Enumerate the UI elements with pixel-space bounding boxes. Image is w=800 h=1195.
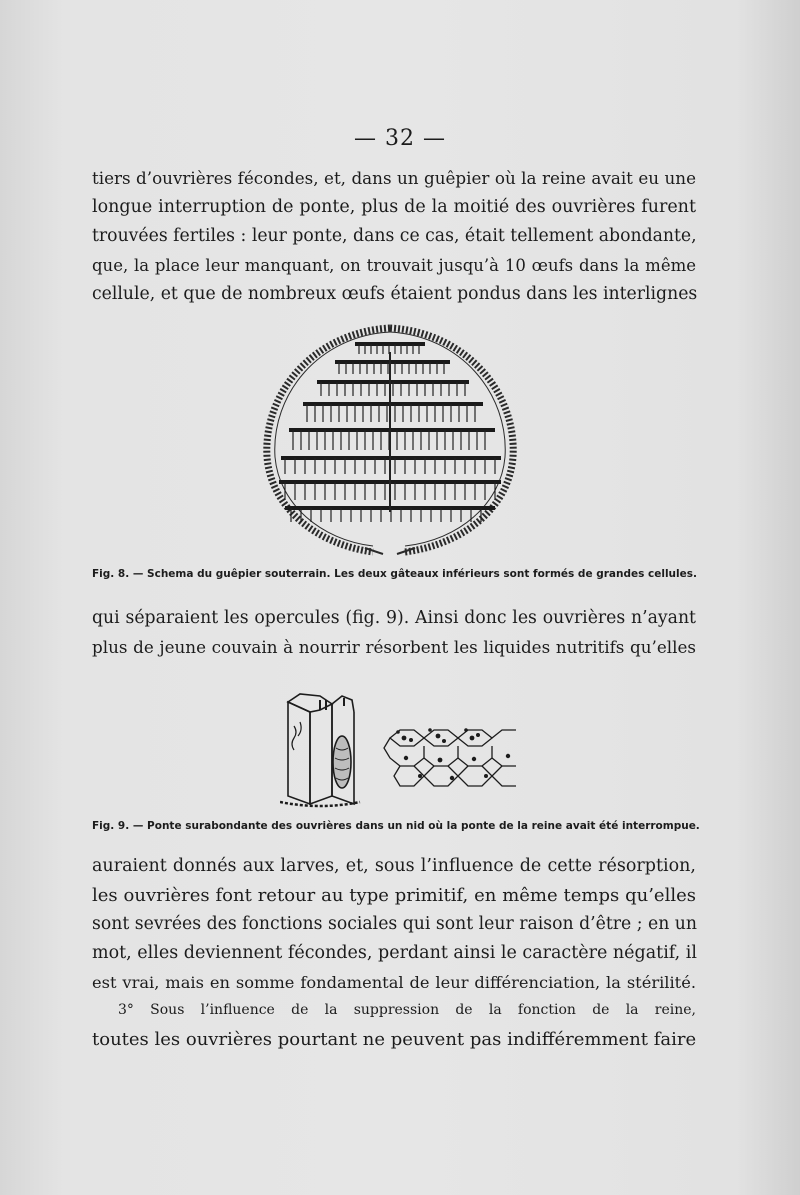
text-line: 3° Sous l’influence de la suppression de la fonction de la reine, <box>118 1002 696 1018</box>
paragraph-3 <box>92 852 696 997</box>
figure-9-caption: Fig. 9. — Ponte surabondante des ouvrières dans un nid où la ponte de la reine avait été interrompue. <box>92 820 700 832</box>
text-line: cellule, et que de nombreux œufs étaient pondus dans les interlignes <box>92 284 698 304</box>
comb-cells-with-eggs-icon <box>280 686 520 810</box>
text-line: plus de jeune couvain à nourrir résorbent les liquides nutritifs qu’elles <box>92 637 696 657</box>
page-number: — 32 — <box>354 126 446 151</box>
text-line: tiers d’ouvrières fécondes, et, dans un guêpier où la reine avait eu une <box>92 168 696 188</box>
wasp-nest-cross-section-icon <box>255 322 525 557</box>
text-line: les ouvrières font retour au type primitif, en même temps qu’elles <box>92 885 696 906</box>
figure-8-caption: Fig. 8. — Schema du guêpier souterrain. Les deux gâteaux inférieurs sont formés de grandes cellules. <box>92 568 697 580</box>
text-line: auraient donnés aux larves, et, sous l’influence de cette résorption, <box>92 856 696 876</box>
text-line: sont sevrées des fonctions sociales qui sont leur raison d’être ; en un <box>92 914 698 934</box>
text-line: toutes les ouvrières pourtant ne peuvent pas indifféremment faire <box>92 1029 697 1050</box>
text-line: est vrai, mais en somme fondamental de leur différenciation, la stérilité. <box>92 973 696 992</box>
text-line: longue interruption de ponte, plus de la moitié des ouvrières furent <box>92 197 696 217</box>
text-line: trouvées fertiles : leur ponte, dans ce cas, était tellement abondante, <box>92 226 697 246</box>
paragraph-4 <box>92 996 696 1054</box>
text-line: mot, elles deviennent fécondes, perdant ainsi le caractère négatif, il <box>92 943 697 963</box>
paragraph-1 <box>92 164 696 309</box>
text-line: que, la place leur manquant, on trouvait jusqu’à 10 œufs dans la même <box>92 256 696 275</box>
paragraph-2 <box>92 604 696 662</box>
text-line: qui séparaient les opercules (fig. 9). Ainsi donc les ouvrières n’ayant <box>92 608 696 628</box>
